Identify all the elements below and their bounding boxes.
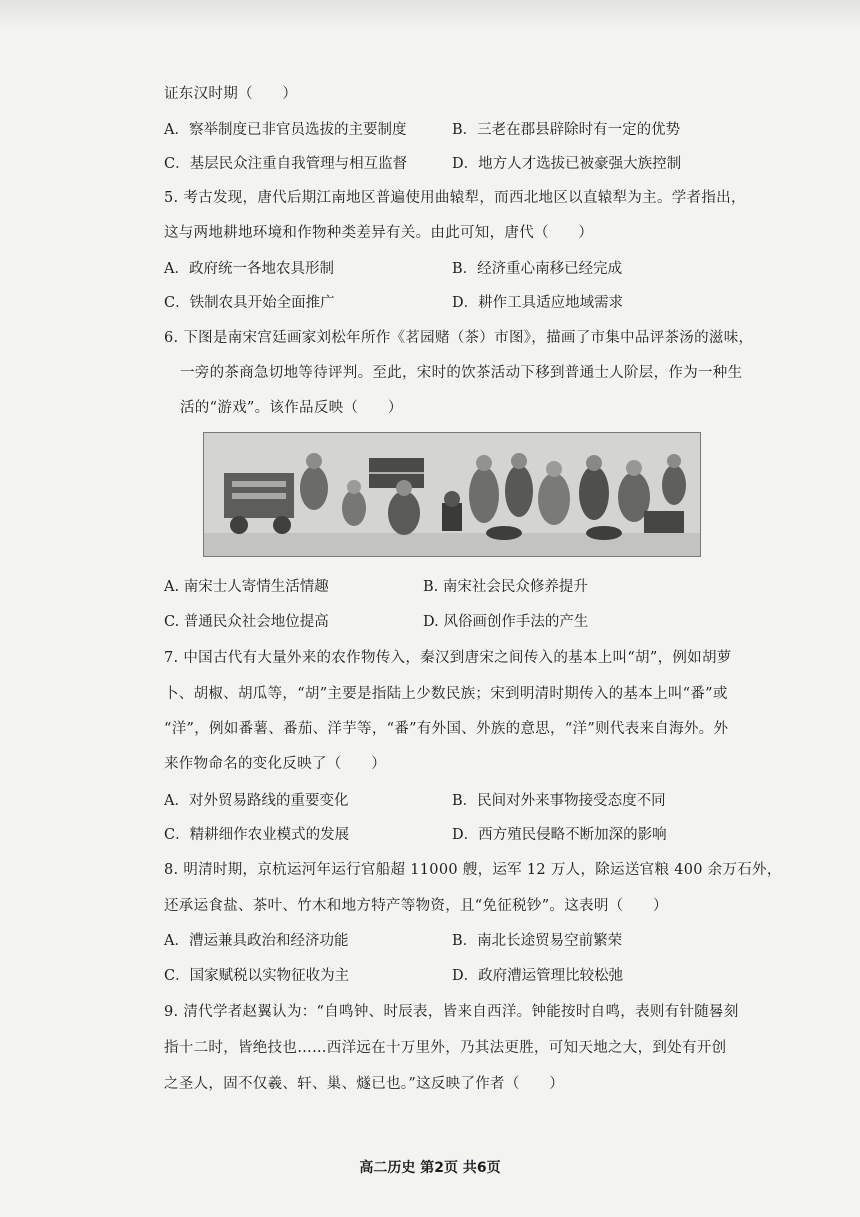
q8-option-d[interactable]: D．政府漕运管理比较松弛 bbox=[452, 968, 624, 984]
q4-option-b[interactable]: B．三老在郡县辟除时有一定的优势 bbox=[452, 122, 681, 138]
q7-stem-line: “洋”，例如番薯、番茄、洋芋等，“番”有外国、外族的意思，“洋”则代表来自海外。外 bbox=[164, 721, 729, 737]
q7-stem-line: 7. 中国古代有大量外来的农作物传入，秦汉到唐宋之间传入的基本上叫“胡”，例如胡萝 bbox=[164, 650, 732, 666]
q9-stem-line: 9. 清代学者赵翼认为：“自鸣钟、时辰表，皆来自西洋。钟能按时自鸣，表则有针随晷刻 bbox=[164, 1004, 739, 1020]
q5-option-a[interactable]: A．政府统一各地农具形制 bbox=[164, 261, 334, 277]
q8-option-c[interactable]: C．国家赋税以实物征收为主 bbox=[164, 968, 350, 984]
scan-shadow bbox=[0, 0, 860, 30]
q6-stem-line: 一旁的茶商急切地等待评判。至此，宋时的饮茶活动下移到普通士人阶层，作为一种生 bbox=[180, 365, 743, 381]
q6-option-d[interactable]: D. 风俗画创作手法的产生 bbox=[423, 614, 589, 630]
q6-option-a[interactable]: A. 南宋士人寄情生活情趣 bbox=[164, 579, 329, 595]
q5-stem-line: 5. 考古发现，唐代后期江南地区普遍使用曲辕犁，而西北地区以直辕犁为主。学者指出， bbox=[164, 190, 746, 206]
q7-stem-line: 卜、胡椒、胡瓜等，“胡”主要是指陆上少数民族；宋到明清时期传入的基本上叫“番”或 bbox=[164, 686, 728, 702]
q6-stem-line: 活的“游戏”。该作品反映（ ） bbox=[180, 400, 403, 416]
page-footer: 高二历史 第2页 共6页 bbox=[359, 1160, 501, 1176]
q6-stem-line: 6. 下图是南宋宫廷画家刘松年所作《茗园赌（茶）市图》，描画了市集中品评茶汤的滋味， bbox=[164, 330, 754, 346]
q8-option-a[interactable]: A．漕运兼具政治和经济功能 bbox=[164, 933, 349, 949]
q5-stem-line: 这与两地耕地环境和作物种类差异有关。由此可知，唐代（ ） bbox=[164, 225, 594, 241]
q5-option-c[interactable]: C．铁制农具开始全面推广 bbox=[164, 295, 335, 311]
q5-option-b[interactable]: B．经济重心南移已经完成 bbox=[452, 261, 623, 277]
q7-option-b[interactable]: B．民间对外来事物接受态度不同 bbox=[452, 793, 666, 809]
q6-option-c[interactable]: C. 普通民众社会地位提高 bbox=[164, 614, 329, 630]
tea-market-painting bbox=[203, 432, 701, 557]
q4-tail: 证东汉时期（ ） bbox=[164, 86, 298, 102]
q7-option-a[interactable]: A．对外贸易路线的重要变化 bbox=[164, 793, 349, 809]
q4-option-a[interactable]: A．察举制度已非官员选拔的主要制度 bbox=[164, 122, 407, 138]
q9-stem-line: 之圣人，固不仅羲、轩、巢、燧已也。”这反映了作者（ ） bbox=[164, 1076, 565, 1092]
q7-stem-line: 来作物命名的变化反映了（ ） bbox=[164, 756, 386, 772]
q7-option-d[interactable]: D．西方殖民侵略不断加深的影响 bbox=[452, 827, 667, 843]
q8-stem-line: 还承运食盐、茶叶、竹木和地方特产等物资，且“免征税钞”。这表明（ ） bbox=[164, 898, 668, 914]
q4-option-c[interactable]: C．基层民众注重自我管理与相互监督 bbox=[164, 156, 408, 172]
q8-option-b[interactable]: B．南北长途贸易空前繁荣 bbox=[452, 933, 623, 949]
q4-option-d[interactable]: D．地方人才选拔已被豪强大族控制 bbox=[452, 156, 682, 172]
q8-stem-line: 8. 明清时期，京杭运河年运行官船超 11000 艘，运军 12 万人，除运送官粮 400 余万石外， bbox=[164, 862, 782, 878]
q9-stem-line: 指十二时，皆绝技也……西洋远在十万里外，乃其法更胜，可知天地之大，到处有开创 bbox=[164, 1040, 727, 1056]
q6-option-b[interactable]: B. 南宋社会民众修养提升 bbox=[423, 579, 588, 595]
q5-option-d[interactable]: D．耕作工具适应地域需求 bbox=[452, 295, 624, 311]
q7-option-c[interactable]: C．精耕细作农业模式的发展 bbox=[164, 827, 350, 843]
